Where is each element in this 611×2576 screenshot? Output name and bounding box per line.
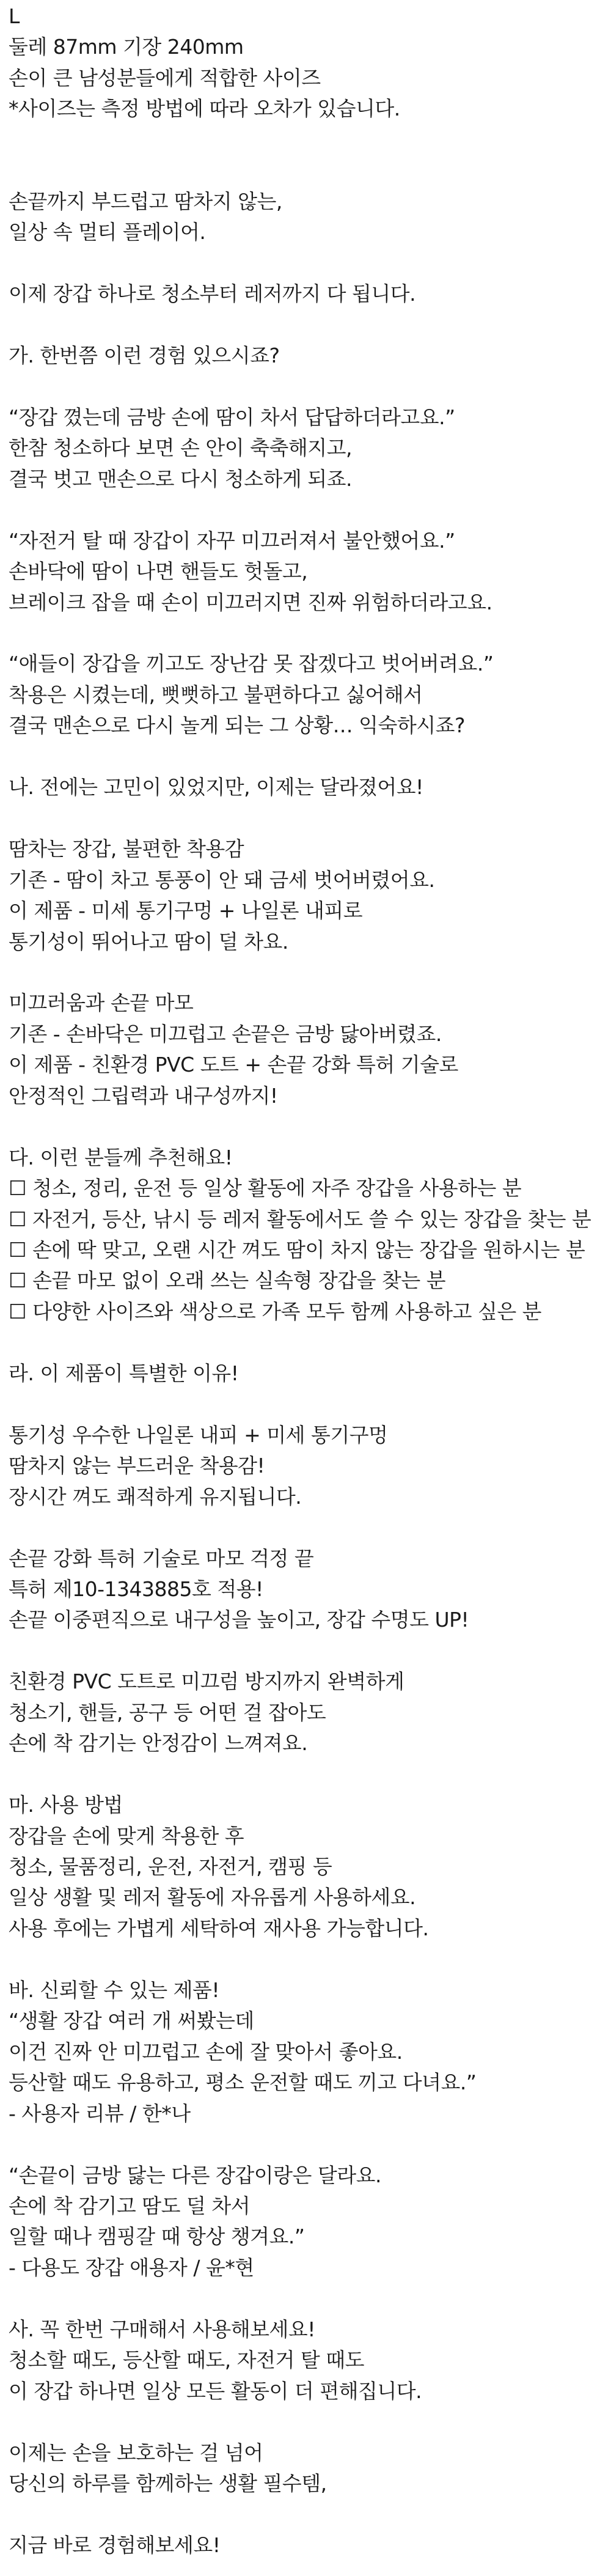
- text-line: 청소기, 핸들, 공구 등 어떤 걸 잡아도: [9, 1700, 326, 1724]
- text-line: 이 제품 - 친환경 PVC 도트 + 손끝 강화 특허 기술로: [9, 1053, 458, 1077]
- text-line: 이제는 손을 보호하는 걸 넘어: [9, 2440, 263, 2465]
- text-line: 이 제품 - 미세 통기구멍 + 나일론 내피로: [9, 899, 363, 923]
- text-line: 땀차지 않는 부드러운 착용감!: [9, 1454, 265, 1478]
- text-line: 땀차는 장갑, 불편한 착용감: [9, 837, 244, 861]
- text-line: 기존 - 땀이 차고 통풍이 안 돼 금세 벗어버렸어요.: [9, 867, 435, 892]
- text-line: 친환경 PVC 도트로 미끄럼 방지까지 완벽하게: [9, 1669, 404, 1694]
- text-line: 라. 이 제품이 특별한 이유!: [9, 1361, 239, 1385]
- text-line: 결국 벗고 맨손으로 다시 청소하게 되죠.: [9, 466, 352, 491]
- text-line: 손에 착 감기고 땀도 덜 차서: [9, 2193, 251, 2218]
- text-line: “장갑 꼈는데 금방 손에 땀이 차서 답답하더라고요.”: [9, 405, 455, 429]
- text-line: 사용 후에는 가볍게 세탁하여 재사용 가능합니다.: [9, 1916, 429, 1940]
- text-line: L: [9, 4, 20, 28]
- text-line: “생활 장갑 여러 개 써봤는데: [9, 2009, 254, 2033]
- text-line: 통기성 우수한 나일론 내피 + 미세 통기구멍: [9, 1422, 388, 1447]
- text-line: ☐ 손에 딱 맞고, 오랜 시간 껴도 땀이 차지 않는 장갑을 원하시는 분: [9, 1238, 585, 1262]
- text-line: 손에 착 감기는 안정감이 느껴져요.: [9, 1731, 308, 1756]
- text-line: ☐ 자전거, 등산, 낚시 등 레저 활동에서도 쓸 수 있는 장갑을 찾는 분: [9, 1207, 591, 1231]
- text-line: *사이즈는 측정 방법에 따라 오차가 있습니다.: [9, 97, 400, 121]
- text-line: 손끝 이중편직으로 내구성을 높이고, 장갑 수명도 UP!: [9, 1608, 469, 1632]
- text-line: 이 장갑 하나면 일상 모든 활동이 더 편해집니다.: [9, 2379, 422, 2403]
- text-line: 안정적인 그립력과 내구성까지!: [9, 1083, 278, 1108]
- text-line: 일상 생활 및 레저 활동에 자유롭게 사용하세요.: [9, 1885, 416, 1910]
- text-line: “자전거 탈 때 장갑이 자꾸 미끄러져서 불안했어요.”: [9, 528, 455, 553]
- text-line: 특허 제10-1343885호 적용!: [9, 1577, 263, 1601]
- text-line: 일상 속 멀티 플레이어.: [9, 220, 206, 245]
- text-line: 사. 꼭 한번 구매해서 사용해보세요!: [9, 2317, 315, 2341]
- text-line: “손끝이 금방 닳는 다른 장갑이랑은 달라요.: [9, 2163, 381, 2187]
- text-line: “애들이 장갑을 끼고도 장난감 못 잡겠다고 벗어버려요.”: [9, 652, 494, 676]
- text-line: 한참 청소하다 보면 손 안이 축축해지고,: [9, 436, 352, 460]
- text-line: - 다용도 장갑 애용자 / 윤*현: [9, 2255, 254, 2280]
- text-line: 마. 사용 방법: [9, 1793, 123, 1817]
- text-line: 손바닥에 땀이 나면 핸들도 헛돌고,: [9, 559, 308, 584]
- text-line: 가. 한번쯤 이런 경험 있으시죠?: [9, 343, 280, 367]
- text-line: ☐ 손끝 마모 없이 오래 쓰는 실속형 장갑을 찾는 분: [9, 1268, 446, 1293]
- text-line: 통기성이 뛰어나고 땀이 덜 차요.: [9, 929, 288, 954]
- text-line: 당신의 하루를 함께하는 생활 필수템,: [9, 2471, 327, 2495]
- text-line: 둘레 87mm 기장 240mm: [9, 35, 244, 59]
- text-line: 장시간 껴도 쾌적하게 유지됩니다.: [9, 1484, 302, 1509]
- text-line: 다. 이런 분들께 추천해요!: [9, 1145, 233, 1169]
- text-line: 청소할 때도, 등산할 때도, 자전거 탈 때도: [9, 2348, 364, 2372]
- text-line: 장갑을 손에 맞게 착용한 후: [9, 1823, 244, 1848]
- text-line: 청소, 물품정리, 운전, 자전거, 캠핑 등: [9, 1855, 332, 1879]
- text-line: 이건 진짜 안 미끄럽고 손에 잘 맞아서 좋아요.: [9, 2039, 403, 2064]
- text-line: 바. 신뢰할 수 있는 제품!: [9, 1978, 220, 2002]
- text-line: 일할 때나 캠핑갈 때 항상 챙겨요.”: [9, 2225, 305, 2249]
- text-line: 손끝까지 부드럽고 땀차지 않는,: [9, 189, 282, 213]
- text-line: 손끝 강화 특허 기술로 마모 걱정 끝: [9, 1546, 314, 1570]
- text-line: 브레이크 잡을 때 손이 미끄러지면 진짜 위험하더라고요.: [9, 590, 492, 614]
- text-line: 지금 바로 경험해보세요!: [9, 2533, 221, 2557]
- text-line: 손이 큰 남성분들에게 적합한 사이즈: [9, 65, 321, 90]
- text-line: 착용은 시켰는데, 뻣뻣하고 불편하다고 싫어해서: [9, 682, 423, 707]
- text-line: - 사용자 리뷰 / 한*나: [9, 2101, 191, 2125]
- text-line: ☐ 청소, 정리, 운전 등 일상 활동에 자주 장갑을 사용하는 분: [9, 1176, 522, 1201]
- text-line: ☐ 다양한 사이즈와 색상으로 가족 모두 함께 사용하고 싶은 분: [9, 1299, 542, 1323]
- text-line: 기존 - 손바닥은 미끄럽고 손끝은 금방 닳아버렸죠.: [9, 1021, 442, 1046]
- text-line: 미끄러움과 손끝 마모: [9, 991, 194, 1015]
- text-line: 나. 전에는 고민이 있었지만, 이제는 달라졌어요!: [9, 775, 423, 800]
- text-line: 등산할 때도 유용하고, 평소 운전할 때도 끼고 다녀요.”: [9, 2070, 477, 2095]
- text-line: 이제 장갑 하나로 청소부터 레저까지 다 됩니다.: [9, 282, 416, 306]
- text-line: 결국 맨손으로 다시 놀게 되는 그 상황… 익숙하시죠?: [9, 713, 466, 738]
